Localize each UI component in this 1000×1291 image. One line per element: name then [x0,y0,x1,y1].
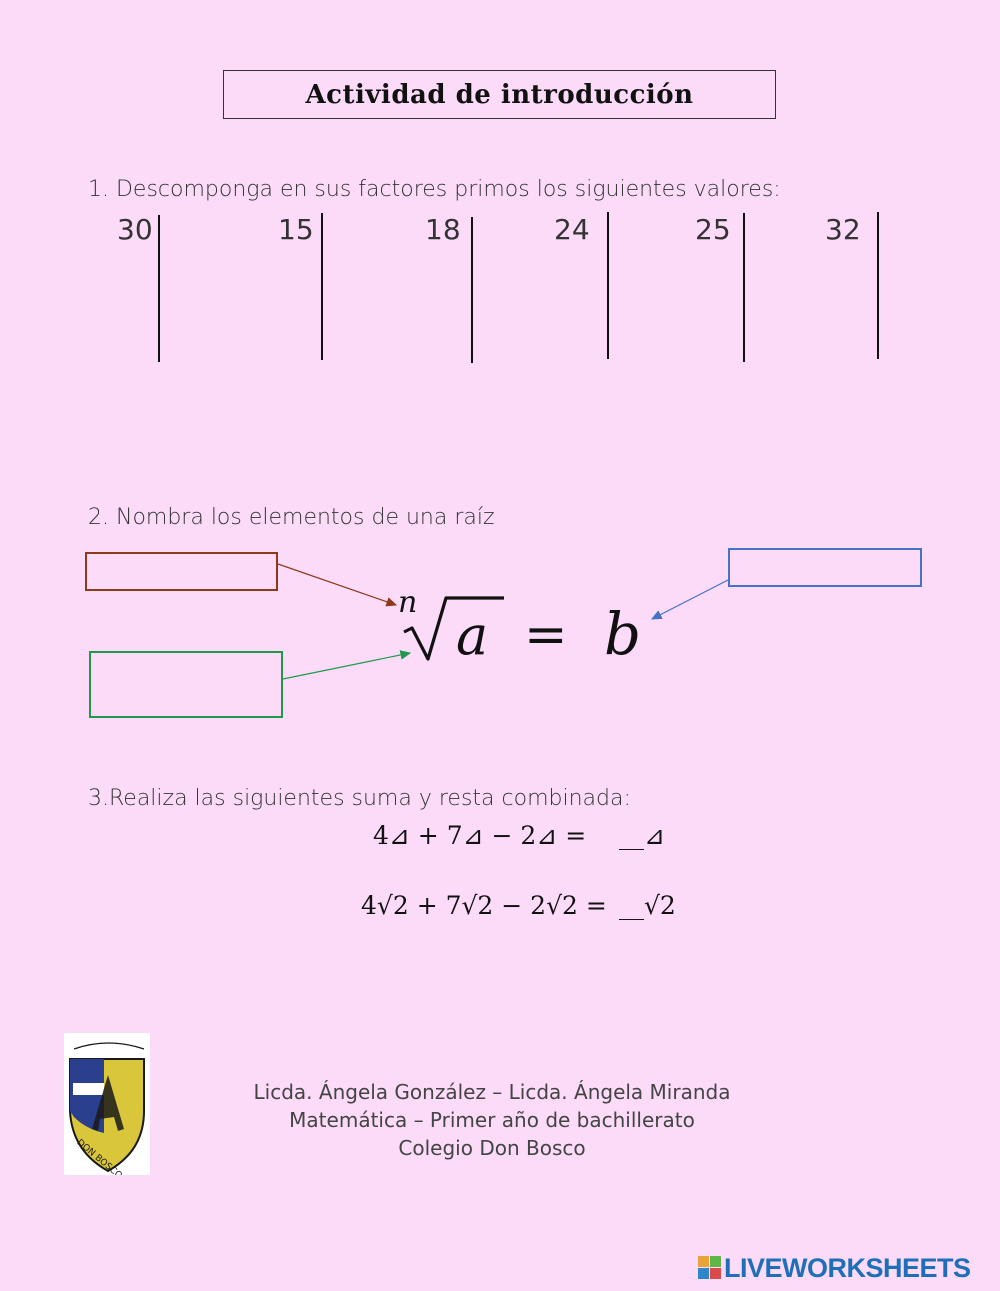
index-arrow [278,564,396,605]
question-3-label: 3.Realiza las siguientes suma y resta combinada: [88,786,631,811]
question-2-label: 2. Nombra los elementos de una raíz [88,505,495,530]
number-24: 24 [554,213,590,246]
footer-subject: Matemática – Primer año de bachillerato [289,1108,695,1132]
root-result: b [604,600,642,668]
equals-sign: = [524,605,568,665]
liveworksheets-icon [698,1256,722,1280]
page-title: Actividad de introducción [305,79,694,110]
equation-1: 4⊿ + 7⊿ − 2⊿ = [373,821,587,850]
number-15: 15 [278,213,314,246]
question-1-label: 1. Descomponga en sus factores primos los siguientes valores: [88,177,781,202]
number-30: 30 [117,213,153,246]
logo-text: DON BOSCO [74,1137,124,1175]
footer-school: Colegio Don Bosco [398,1136,586,1160]
number-25: 25 [695,213,731,246]
number-32: 32 [825,213,861,246]
radicand-arrow [283,653,410,679]
root-arrow [652,580,728,619]
radical-sign [404,598,504,659]
school-logo [64,1033,150,1175]
liveworksheets-logo[interactable] [698,1253,971,1283]
root-index: n [398,585,418,620]
brand-text: LIVEWORKSHEETS [724,1252,971,1283]
equation-1-answer[interactable]: __⊿ [619,821,665,850]
number-18: 18 [425,213,461,246]
equation-2: 4√2 + 7√2 − 2√2 = [361,891,607,920]
radicand: a [456,604,489,667]
footer-authors: Licda. Ángela González – Licda. Ángela Miranda [253,1080,731,1104]
equation-2-answer[interactable]: __√2 [619,891,676,920]
